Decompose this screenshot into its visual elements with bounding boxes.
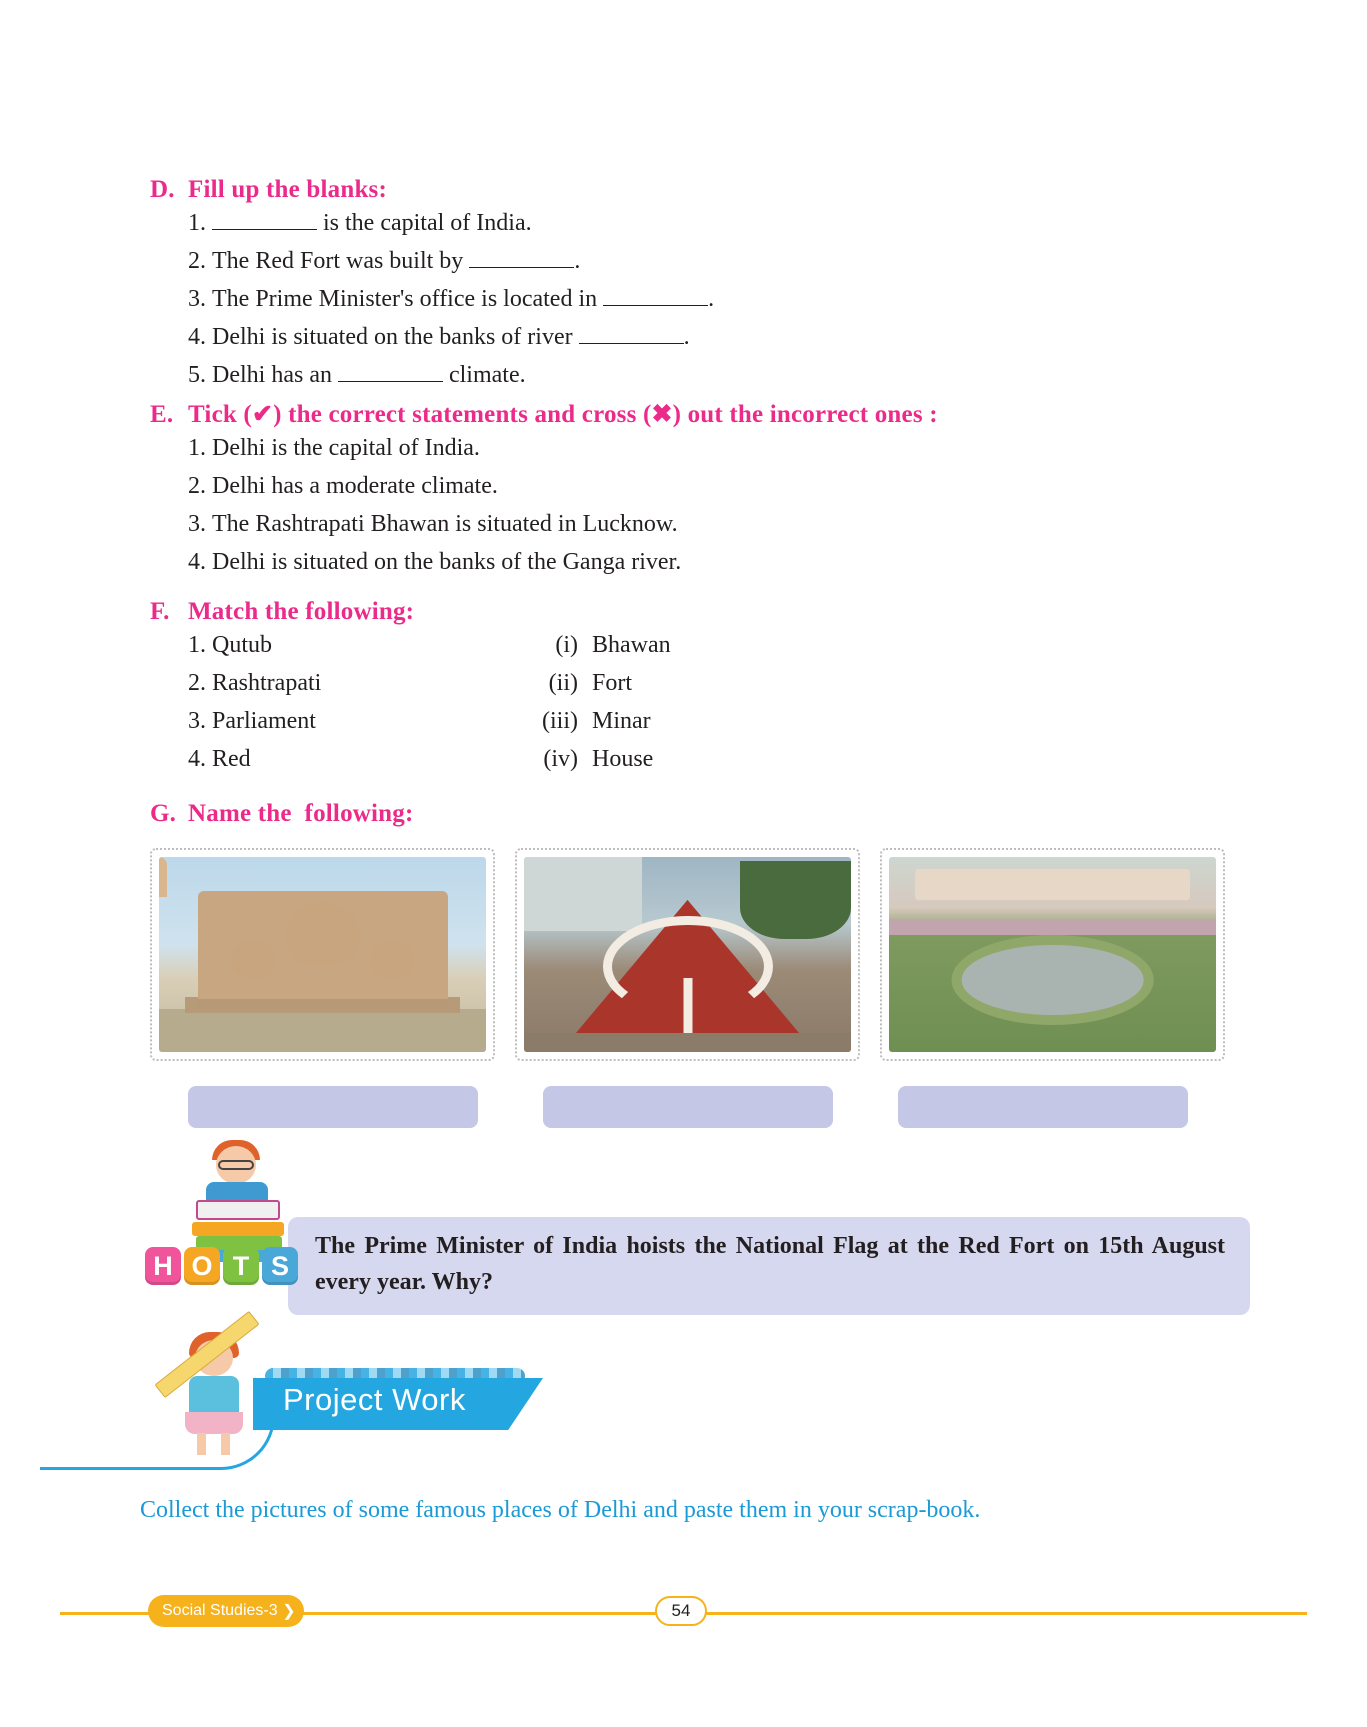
section-e-heading — [150, 399, 1250, 429]
fill-blank[interactable] — [338, 364, 443, 382]
answer-box-row — [188, 1086, 1188, 1128]
section-e — [150, 399, 1250, 581]
section-e-letter: E. — [150, 401, 174, 428]
item-number: 4. — [188, 549, 206, 575]
chevron-right-icon: ❯ — [282, 1603, 296, 1620]
item-number: 2. — [188, 473, 206, 499]
list-item — [150, 543, 1250, 581]
item-text-after: . — [683, 324, 690, 350]
match-row — [150, 740, 1250, 778]
section-f-heading — [150, 598, 1250, 626]
akshardham-temple-photo — [159, 857, 486, 1052]
item-text-before: The Red Fort was built by — [212, 248, 470, 274]
match-right-text[interactable]: Minar — [592, 708, 651, 734]
match-right — [530, 702, 651, 740]
match-left-text[interactable]: Qutub — [212, 632, 272, 658]
match-right — [530, 626, 671, 664]
answer-box-3[interactable] — [898, 1086, 1188, 1128]
picture-frame — [880, 848, 1225, 1061]
item-text-before: Delhi is situated on the banks of river — [212, 324, 579, 350]
section-f-title: Match the following: — [188, 598, 415, 625]
list-item — [150, 505, 1250, 543]
item-text: Delhi is the capital of India. — [212, 435, 480, 461]
match-left — [150, 740, 530, 778]
match-right-text[interactable]: House — [592, 746, 654, 772]
match-right-text[interactable]: Bhawan — [592, 632, 671, 658]
section-d-list — [150, 204, 1250, 394]
item-number: 2. — [188, 248, 206, 274]
fill-blank[interactable] — [212, 212, 317, 230]
section-d-heading — [150, 176, 1250, 204]
match-row — [150, 702, 1250, 740]
list-item — [150, 429, 1250, 467]
item-roman: (iii) — [542, 708, 578, 734]
item-text-before: The Prime Minister's office is located in — [212, 286, 604, 312]
section-d — [150, 176, 1250, 394]
section-g-letter: G. — [150, 800, 177, 827]
match-left — [150, 702, 530, 740]
item-text: Delhi has a moderate climate. — [212, 473, 498, 499]
list-item — [150, 204, 1250, 242]
list-item — [150, 318, 1250, 356]
page-number: 54 — [655, 1596, 707, 1626]
match-right — [530, 740, 653, 778]
item-text — [212, 280, 714, 318]
hots-letter-o: O — [184, 1247, 220, 1285]
list-item — [150, 242, 1250, 280]
item-number: 1. — [188, 210, 206, 236]
hots-letter-s: S — [262, 1247, 298, 1285]
item-text-after: . — [574, 248, 581, 274]
item-number: 1. — [188, 435, 206, 461]
hots-question-text: The Prime Minister of India hoists the National Flag at the Red Fort on 15th August every year. Why? — [315, 1233, 1225, 1295]
item-text-after: is the capital of India. — [317, 210, 532, 236]
item-text — [212, 204, 532, 242]
item-number: 4. — [188, 324, 206, 350]
answer-box-2[interactable] — [543, 1086, 833, 1128]
section-d-letter: D. — [150, 176, 175, 203]
section-g — [150, 800, 1250, 828]
match-right — [530, 664, 632, 702]
section-f-letter: F. — [150, 598, 170, 625]
picture-row — [150, 848, 1225, 1061]
item-text: Delhi is situated on the banks of the Ganga river. — [212, 549, 682, 575]
section-e-title: Tick (✔) the correct statements and cross (✖) out the incorrect ones : — [188, 401, 938, 428]
item-roman: (iv) — [543, 746, 578, 772]
fill-blank[interactable] — [469, 250, 574, 268]
match-row — [150, 626, 1250, 664]
match-left — [150, 664, 530, 702]
fill-blank[interactable] — [579, 326, 684, 344]
hots-logo — [145, 1247, 298, 1285]
section-f — [150, 598, 1250, 778]
item-text — [212, 356, 526, 394]
match-left — [150, 626, 530, 664]
section-e-list — [150, 429, 1250, 581]
item-roman: (i) — [555, 632, 578, 658]
item-roman: (ii) — [548, 670, 578, 696]
item-text-before: Delhi has an — [212, 362, 338, 388]
jantar-mantar-photo — [524, 857, 851, 1052]
item-number: 2. — [188, 670, 206, 696]
boy-reading-icon — [182, 1140, 302, 1260]
list-item — [150, 356, 1250, 394]
section-g-heading — [150, 800, 1250, 828]
footer-book-label: Social Studies-3 — [162, 1602, 278, 1619]
project-work-description: Collect the pictures of some famous places of Delhi and paste them in your scrap-book. — [140, 1497, 981, 1523]
item-number: 1. — [188, 632, 206, 658]
hots-letter-h: H — [145, 1247, 181, 1285]
item-text-after: climate. — [442, 362, 526, 388]
item-text-after: . — [708, 286, 715, 312]
section-d-title: Fill up the blanks: — [188, 176, 388, 203]
hots-letter-t: T — [223, 1247, 259, 1285]
picture-frame — [150, 848, 495, 1061]
match-row — [150, 664, 1250, 702]
list-item — [150, 280, 1250, 318]
item-text — [212, 242, 580, 280]
project-work-label: Project Work — [283, 1382, 466, 1417]
item-number: 5. — [188, 362, 206, 388]
section-g-title: Name the following: — [188, 800, 414, 827]
list-item — [150, 467, 1250, 505]
picture-frame — [515, 848, 860, 1061]
answer-box-1[interactable] — [188, 1086, 478, 1128]
item-number: 3. — [188, 511, 206, 537]
match-left-text[interactable]: Red — [212, 746, 251, 772]
mughal-garden-photo — [889, 857, 1216, 1052]
match-left-text[interactable]: Rashtrapati — [212, 670, 322, 696]
match-left-text[interactable]: Parliament — [212, 708, 316, 734]
fill-blank[interactable] — [603, 288, 708, 306]
item-text: The Rashtrapati Bhawan is situated in Lucknow. — [212, 511, 678, 537]
match-right-text[interactable]: Fort — [592, 670, 633, 696]
item-text — [212, 318, 690, 356]
item-number: 4. — [188, 746, 206, 772]
item-number: 3. — [188, 286, 206, 312]
item-number: 3. — [188, 708, 206, 734]
footer-book-tag — [148, 1595, 304, 1627]
